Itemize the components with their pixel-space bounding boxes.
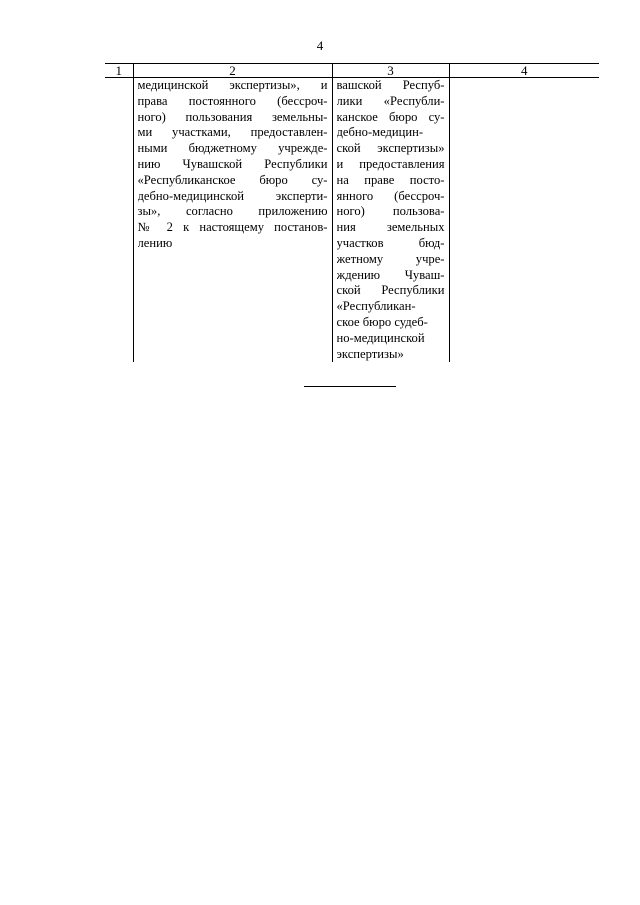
text-line: ного) пользова- [336,204,445,219]
text-line: ждению Чуваш- [336,267,445,282]
text-line: на праве посто- [336,172,445,187]
column-header-4: 4 [449,64,599,78]
text-line: ми участками, предоставлен- [137,125,328,140]
text-line: медицинской экспертизы», и [137,78,328,92]
page-number: 4 [316,38,324,53]
text-line: но-медицинской [336,330,425,345]
text-line: «Республикан- [336,299,416,314]
text-line: ного) пользования земельны- [137,109,328,124]
text-line: лению [137,235,173,250]
text-line: ской Республики [336,283,445,298]
text-line: лики «Республи- [336,93,445,108]
text-line: № 2 к настоящему постанов- [137,220,328,235]
text-line: ния земельных [336,220,445,235]
text-line: и предоставления [336,156,445,171]
cell-col-2 [133,78,332,363]
document-table [105,63,599,362]
text-line: вашской Респуб- [336,78,445,92]
text-line: ское бюро судеб- [336,314,428,329]
header-row [105,64,599,78]
separator-line [304,386,396,387]
column-header-3: 3 [332,64,449,78]
text-line: «Республиканское бюро су- [137,172,328,187]
text-line: права постоянного (бессроч- [137,93,328,108]
text-line: ными бюджетному учрежде- [137,141,328,156]
cell-col-3 [332,78,449,363]
text-line: участков бюд- [336,235,445,250]
table-row [105,78,599,363]
text-line: жетному учре- [336,251,445,266]
text-line: дебно-медицин- [336,125,424,140]
text-line: ской экспертизы» [336,141,445,156]
text-line: канское бюро су- [336,109,445,124]
cell-col-1 [105,78,133,363]
column-header-2: 2 [133,64,332,78]
text-line: янного (бессроч- [336,188,445,203]
text-line: нию Чувашской Республики [137,156,328,171]
column-header-1: 1 [105,64,133,78]
text-line: зы», согласно приложению [137,204,328,219]
text-line: дебно-медицинской эксперти- [137,188,328,203]
cell-col-4 [449,78,599,363]
text-line: экспертизы» [336,346,404,361]
